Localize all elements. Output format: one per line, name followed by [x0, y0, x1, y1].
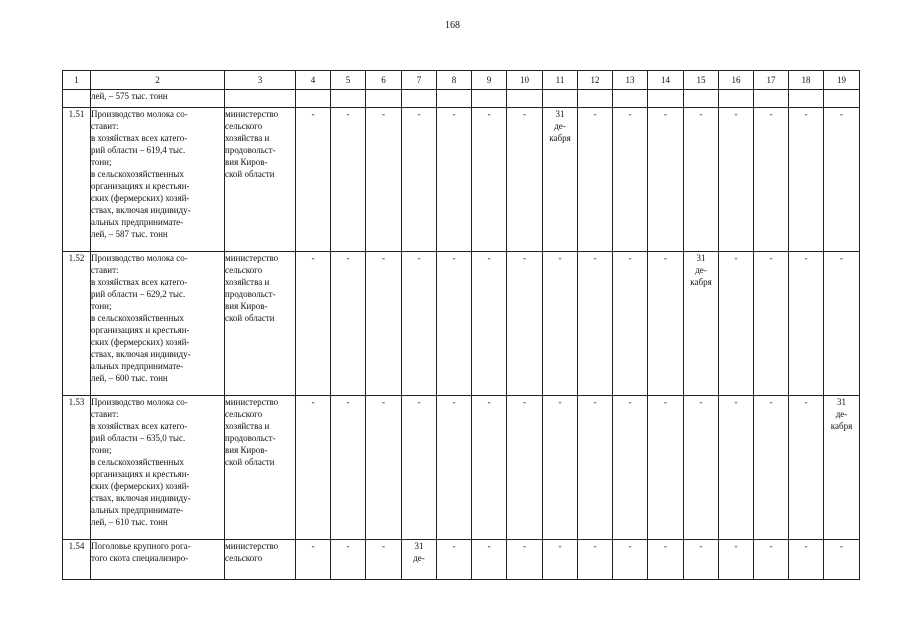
column-header: 10	[507, 71, 543, 90]
table-body	[63, 90, 860, 580]
schedule-mark: -	[684, 108, 719, 252]
schedule-mark: -	[613, 252, 648, 396]
row-description: Производство молока со- ставит: в хозяйствах всех катего- рий области – 629,2 тыс. тонн; в сельскохозяйственных организациях и крестьян- ских (фермерских) хозяй- ствах, включая индивиду- альных предпринимате- лей, – 600 тыс. тонн	[91, 252, 225, 396]
schedule-mark: -	[789, 108, 824, 252]
table-row	[63, 540, 860, 580]
schedule-mark: -	[543, 396, 578, 540]
schedule-mark: -	[366, 540, 402, 580]
row-description: лей, – 575 тыс. тонн	[91, 90, 225, 108]
column-header: 8	[437, 71, 472, 90]
header-row	[63, 71, 860, 90]
table-row	[63, 90, 860, 108]
table-row	[63, 396, 860, 540]
schedule-mark: -	[754, 396, 789, 540]
schedule-mark: -	[824, 252, 860, 396]
schedule-mark	[613, 90, 648, 108]
schedule-mark: -	[366, 108, 402, 252]
schedule-mark: -	[648, 540, 684, 580]
schedule-mark: -	[437, 108, 472, 252]
row-description: Производство молока со- ставит: в хозяйствах всех катего- рий области – 635,0 тыс. тонн; в сельскохозяйственных организациях и крестьян- ских (фермерских) хозяй- ствах, включая индивиду- альных предпринимате- лей, – 610 тыс. тонн	[91, 396, 225, 540]
schedule-mark	[648, 90, 684, 108]
row-responsible: министерство сельского хозяйства и продовольст- вия Киров- ской области	[225, 252, 296, 396]
row-responsible: министерство сельского хозяйства и продовольст- вия Киров- ской области	[225, 108, 296, 252]
row-number	[63, 90, 91, 108]
schedule-mark: -	[507, 396, 543, 540]
schedule-mark: -	[296, 540, 331, 580]
schedule-mark: -	[296, 396, 331, 540]
schedule-mark	[437, 90, 472, 108]
page-number: 168	[445, 20, 460, 31]
schedule-mark: -	[437, 252, 472, 396]
schedule-mark	[507, 90, 543, 108]
column-header: 17	[754, 71, 789, 90]
schedule-mark: 31 де- кабря	[684, 252, 719, 396]
column-header: 14	[648, 71, 684, 90]
table-row	[63, 108, 860, 252]
schedule-mark: -	[472, 396, 507, 540]
schedule-mark: -	[402, 108, 437, 252]
schedule-mark: -	[472, 540, 507, 580]
schedule-mark: -	[719, 252, 754, 396]
schedule-mark: -	[437, 396, 472, 540]
schedule-mark: -	[648, 108, 684, 252]
schedule-mark: -	[507, 540, 543, 580]
schedule-mark: -	[578, 396, 613, 540]
schedule-mark: -	[578, 252, 613, 396]
schedule-mark: -	[789, 540, 824, 580]
schedule-mark: -	[684, 540, 719, 580]
schedule-mark: -	[719, 540, 754, 580]
row-number: 1.54	[63, 540, 91, 580]
schedule-mark	[366, 90, 402, 108]
schedule-mark: -	[472, 252, 507, 396]
column-header: 12	[578, 71, 613, 90]
schedule-mark: -	[613, 396, 648, 540]
column-header: 11	[543, 71, 578, 90]
row-responsible: министерство сельского	[225, 540, 296, 580]
schedule-mark: -	[402, 396, 437, 540]
column-header: 15	[684, 71, 719, 90]
schedule-mark: -	[366, 252, 402, 396]
schedule-mark: -	[507, 108, 543, 252]
schedule-mark: -	[472, 108, 507, 252]
row-number: 1.52	[63, 252, 91, 396]
schedule-mark: -	[613, 108, 648, 252]
row-number: 1.53	[63, 396, 91, 540]
schedule-mark: -	[719, 108, 754, 252]
table-row	[63, 252, 860, 396]
schedule-mark: -	[824, 540, 860, 580]
schedule-mark: -	[684, 396, 719, 540]
column-header: 9	[472, 71, 507, 90]
schedule-mark: -	[789, 252, 824, 396]
schedule-mark: -	[754, 252, 789, 396]
schedule-mark: -	[613, 540, 648, 580]
schedule-mark: -	[366, 396, 402, 540]
schedule-mark: -	[331, 108, 366, 252]
column-header: 13	[613, 71, 648, 90]
schedule-mark: -	[543, 252, 578, 396]
column-header: 3	[225, 71, 296, 90]
schedule-mark: -	[437, 540, 472, 580]
row-description: Производство молока со- ставит: в хозяйствах всех катего- рий области – 619,4 тыс. тонн; в сельскохозяйственных организациях и крестьян- ских (фермерских) хозяй- ствах, включая индивиду- альных предпринимате- лей, – 587 тыс. тонн	[91, 108, 225, 252]
schedule-mark: 31 де- кабря	[824, 396, 860, 540]
schedule-mark	[719, 90, 754, 108]
schedule-mark: 31 де-	[402, 540, 437, 580]
column-header: 5	[331, 71, 366, 90]
schedule-mark: -	[296, 108, 331, 252]
row-description: Поголовье крупного рога- того скота специализиро-	[91, 540, 225, 580]
schedule-mark	[684, 90, 719, 108]
schedule-mark	[472, 90, 507, 108]
schedule-mark	[331, 90, 366, 108]
schedule-mark	[578, 90, 613, 108]
schedule-mark	[543, 90, 578, 108]
schedule-mark: -	[331, 252, 366, 396]
schedule-mark	[402, 90, 437, 108]
schedule-mark: -	[789, 396, 824, 540]
schedule-mark	[824, 90, 860, 108]
schedule-mark: -	[648, 396, 684, 540]
column-header: 1	[63, 71, 91, 90]
schedule-mark: -	[331, 540, 366, 580]
schedule-mark: -	[754, 540, 789, 580]
row-number: 1.51	[63, 108, 91, 252]
schedule-mark: -	[824, 108, 860, 252]
column-header: 6	[366, 71, 402, 90]
schedule-mark	[789, 90, 824, 108]
schedule-mark: -	[648, 252, 684, 396]
row-responsible: министерство сельского хозяйства и продовольст- вия Киров- ской области	[225, 396, 296, 540]
schedule-mark: -	[719, 396, 754, 540]
schedule-mark: -	[754, 108, 789, 252]
schedule-mark	[296, 90, 331, 108]
column-header: 4	[296, 71, 331, 90]
schedule-mark: -	[402, 252, 437, 396]
schedule-mark	[754, 90, 789, 108]
column-header: 7	[402, 71, 437, 90]
schedule-mark: -	[578, 108, 613, 252]
column-header: 18	[789, 71, 824, 90]
schedule-mark: -	[296, 252, 331, 396]
schedule-mark: -	[543, 540, 578, 580]
schedule-table	[62, 70, 860, 580]
schedule-mark: -	[578, 540, 613, 580]
schedule-mark: 31 де- кабря	[543, 108, 578, 252]
column-header: 2	[91, 71, 225, 90]
row-responsible	[225, 90, 296, 108]
schedule-mark: -	[507, 252, 543, 396]
column-header: 19	[824, 71, 860, 90]
schedule-mark: -	[331, 396, 366, 540]
column-header: 16	[719, 71, 754, 90]
